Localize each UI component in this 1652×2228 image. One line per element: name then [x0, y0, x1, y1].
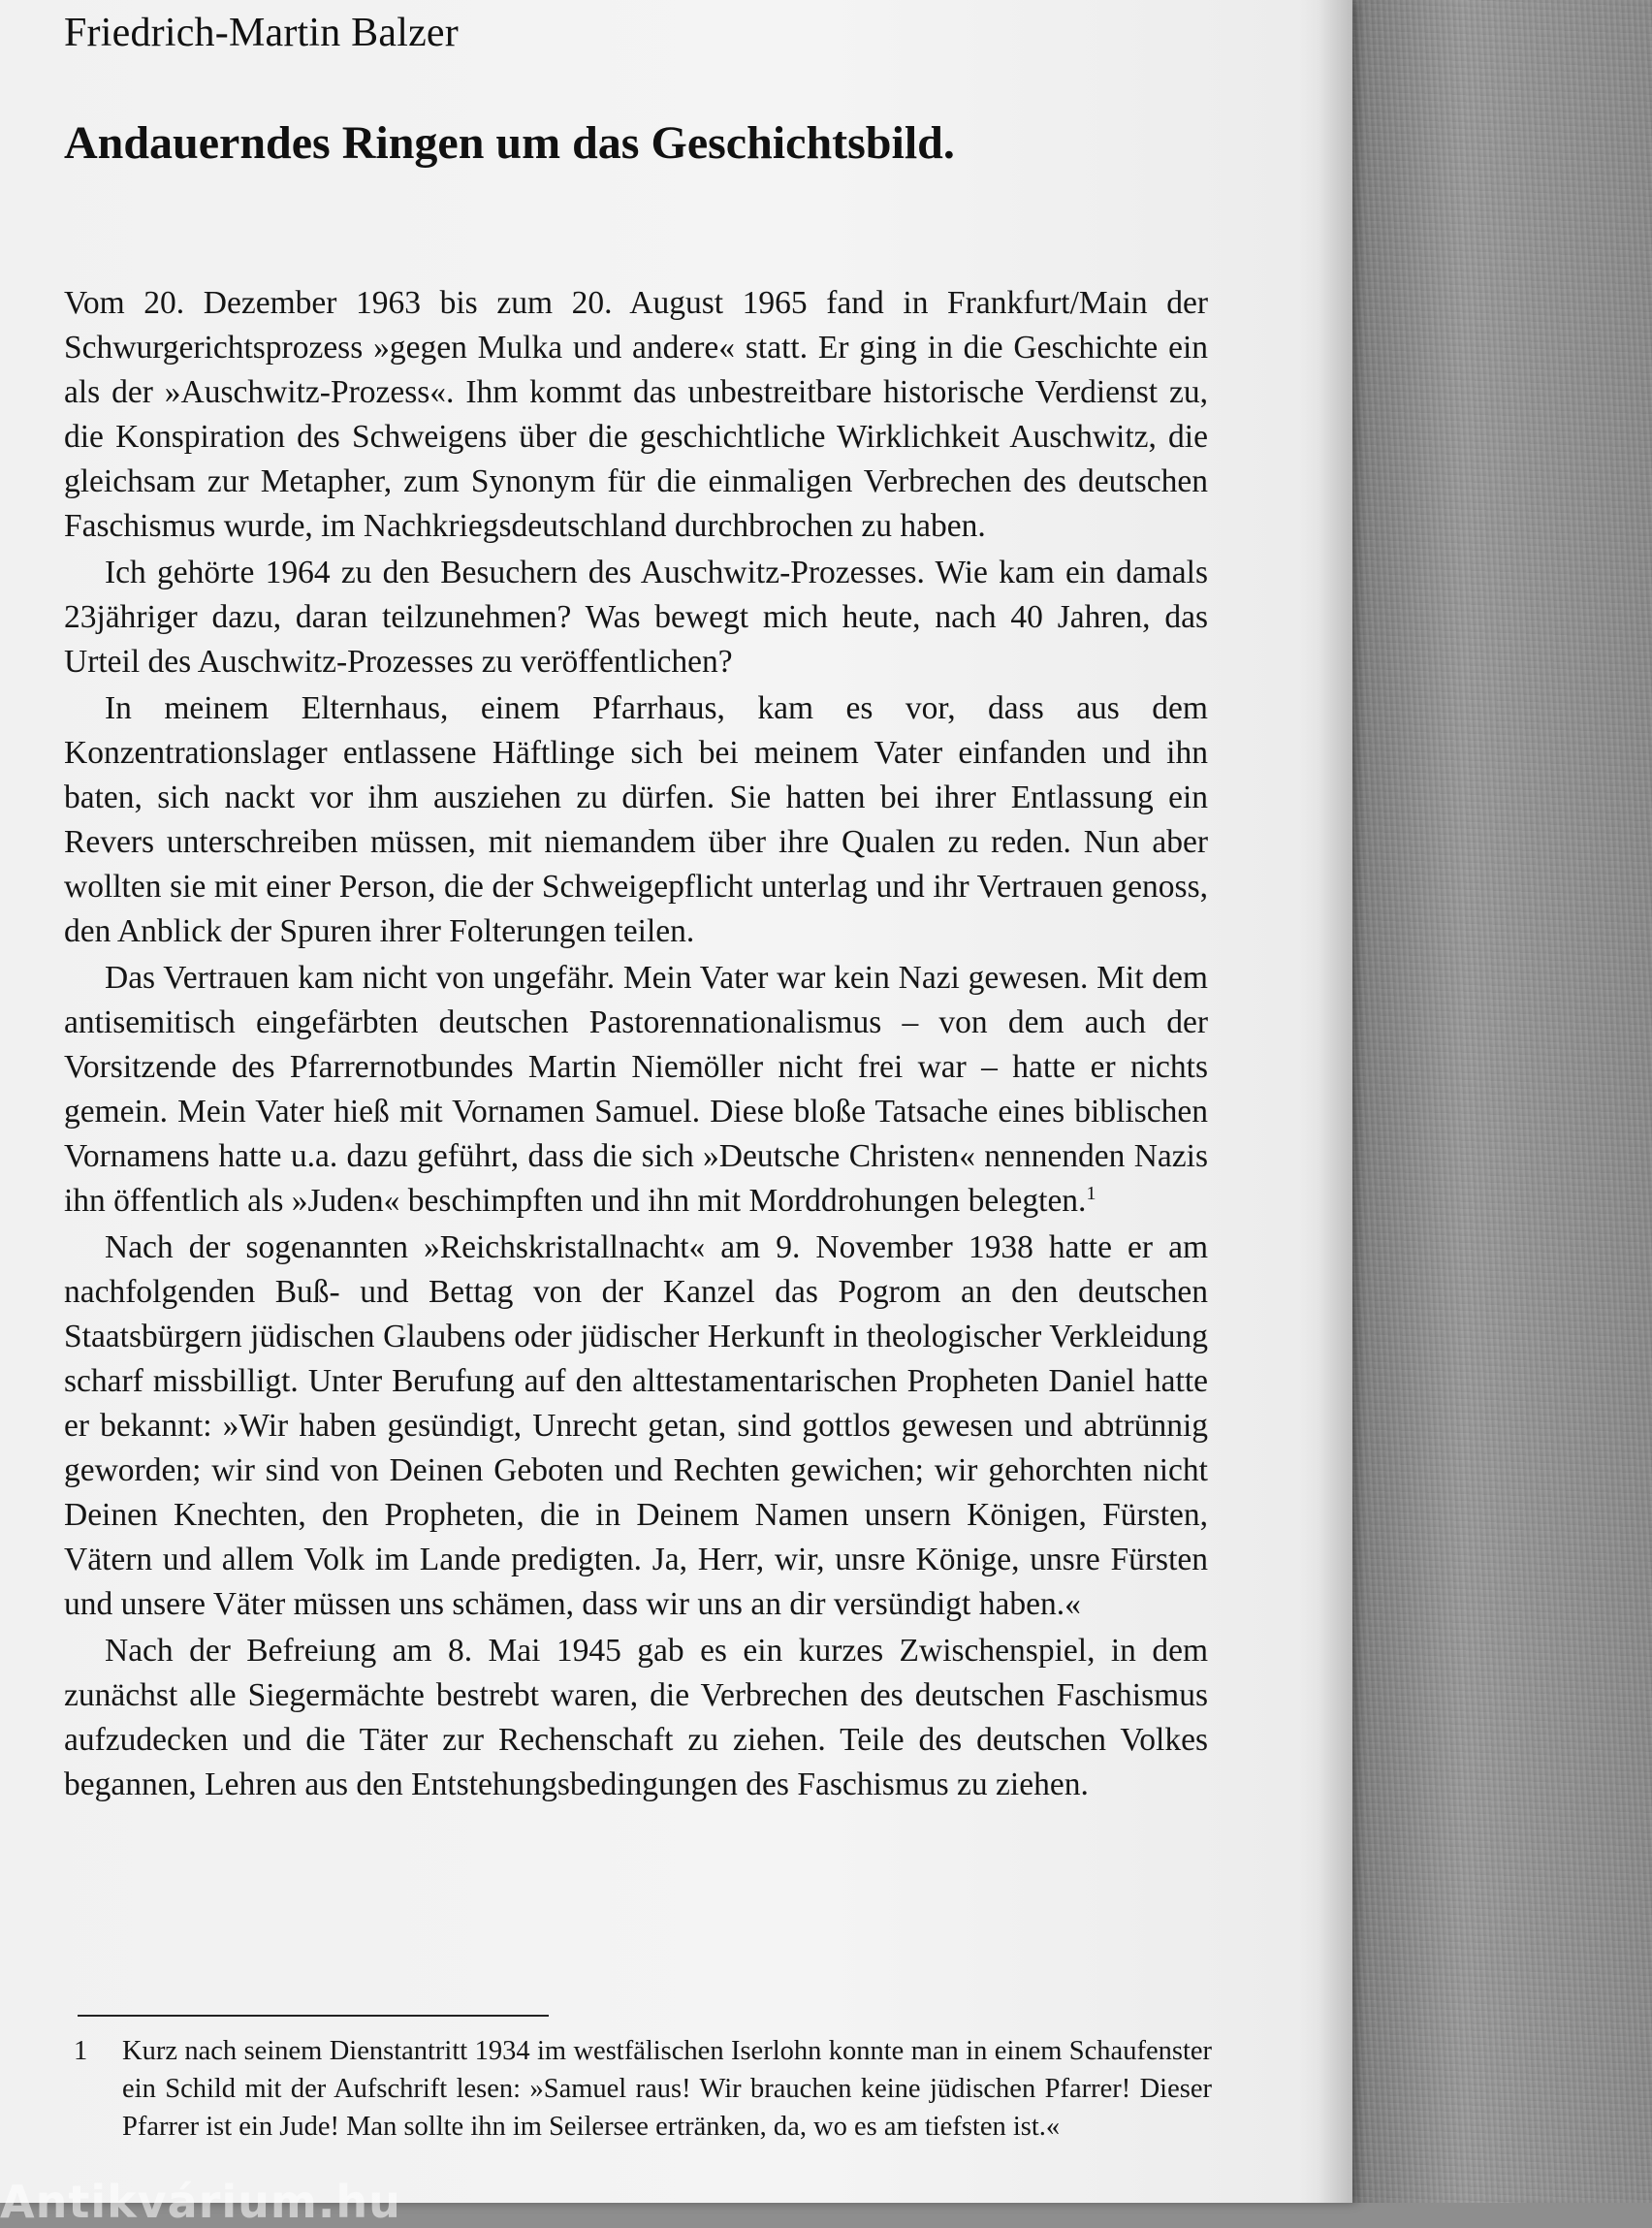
footnote-text: Kurz nach seinem Dienstantritt 1934 im westfälischen Iserlohn konnte man in einem Schaufenster ein Schild mit der Aufschrift lesen: »Samuel raus! Wir brauchen keine jüdischen Pfarrer! Dieser Pfarrer ist ein Jude! Man sollte ihn im Seilersee ertränken, da, wo es am tiefsten ist.«	[122, 2036, 1212, 2142]
paragraph-4-text: Das Vertrauen kam nicht von ungefähr. Mein Vater war kein Nazi gewesen. Mit dem antisemitisch eingefärbten deutschen Pastorennationalismus – von dem auch der Vorsitzende des Pfarrernotbundes Martin Niemöller nicht frei war – hatte er nichts gemein. Mein Vater hieß mit Vornamen Samuel. Diese bloße Tatsache eines biblischen Vornamens hatte u.a. dazu geführt, dass die sich »Deutsche Christen« nennenden Nazis ihn öffentlich als »Juden« beschimpften und ihn mit Morddrohungen belegten.	[64, 960, 1208, 1219]
paragraph-1: Vom 20. Dezember 1963 bis zum 20. August 1965 fand in Frankfurt/Main der Schwurgerichtsprozess »gegen Mulka und andere« statt. Er ging in die Geschichte ein als der »Auschwitz-Prozess«. Ihm kommt das unbestreitbare historische Verdienst zu, die Konspiration des Schweigens über die geschichtliche Wirklichkeit Auschwitz, die gleichsam zur Metapher, zum Synonym für die einmaligen Verbrechen des deutschen Faschismus wurde, im Nachkriegsdeutschland durchbrochen zu haben.	[64, 285, 1208, 544]
paragraph-3: In meinem Elternhaus, einem Pfarrhaus, kam es vor, dass aus dem Konzentrationslager entlassene Häftlinge sich bei meinem Vater einfanden und ihn baten, sich nackt vor ihm ausziehen zu dürfen. Sie hatten bei ihrer Entlassung ein Revers unterschreiben müssen, mit niemandem über ihre Qualen zu reden. Nun aber wollten sie mit einer Person, die der Schweigepflicht unterlag und ihr Vertrauen genoss, den Anblick der Spuren ihrer Folterungen teilen.	[64, 690, 1208, 949]
paragraph-6: Nach der Befreiung am 8. Mai 1945 gab es ein kurzes Zwischenspiel, in dem zunächst alle Siegermächte bestrebt waren, die Verbrechen des deutschen Faschismus aufzudecken und die Täter zur Rechenschaft zu ziehen. Teile des deutschen Volkes begannen, Lehren aus den Entstehungsbedingungen des Faschismus zu ziehen.	[64, 1633, 1208, 1802]
paragraph-5: Nach der sogenannten »Reichskristallnacht« am 9. November 1938 hatte er am nachfolgenden Buß- und Bettag von der Kanzel das Pogrom an den deutschen Staatsbürgern jüdischen Glaubens oder jüdischer Herkunft in theologischer Verkleidung scharf missbilligt. Unter Berufung auf den alttestamentarischen Propheten Daniel hatte er bekannt: »Wir haben gesündigt, Unrecht getan, sind gottlos gewesen und abtrünnig geworden; wir sind von Deinen Geboten und Rechten gewichen; wir gehorchten nicht Deinen Knechten, den Propheten, die in Deinem Namen unsern Königen, Fürsten, Vätern und allem Volk im Lande predigten. Ja, Herr, wir, unsre Könige, unsre Fürsten und unsere Väter müssen uns schämen, dass wir uns an dir versündigt haben.«	[64, 1229, 1208, 1622]
author-name: Friedrich-Martin Balzer	[64, 11, 459, 55]
watermark: Antikvárium.hu	[0, 2176, 401, 2228]
footnote-number: 1	[74, 2036, 88, 2066]
page-edge-shadow	[1318, 0, 1352, 2203]
background-surface	[1338, 0, 1652, 2203]
body-text	[64, 281, 1208, 1809]
paragraph-4	[64, 956, 1208, 1224]
chapter-title: Andauerndes Ringen um das Geschichtsbild.	[64, 117, 955, 169]
paragraph-2: Ich gehörte 1964 zu den Besuchern des Auschwitz-Prozesses. Wie kam ein damals 23jähriger dazu, daran teilzunehmen? Was bewegt mich heute, nach 40 Jahren, das Urteil des Auschwitz-Prozesses zu veröffentlichen?	[64, 555, 1208, 680]
footnote	[74, 2032, 1212, 2146]
footnote-reference: 1	[1086, 1182, 1096, 1204]
footnote-divider	[78, 2015, 549, 2017]
